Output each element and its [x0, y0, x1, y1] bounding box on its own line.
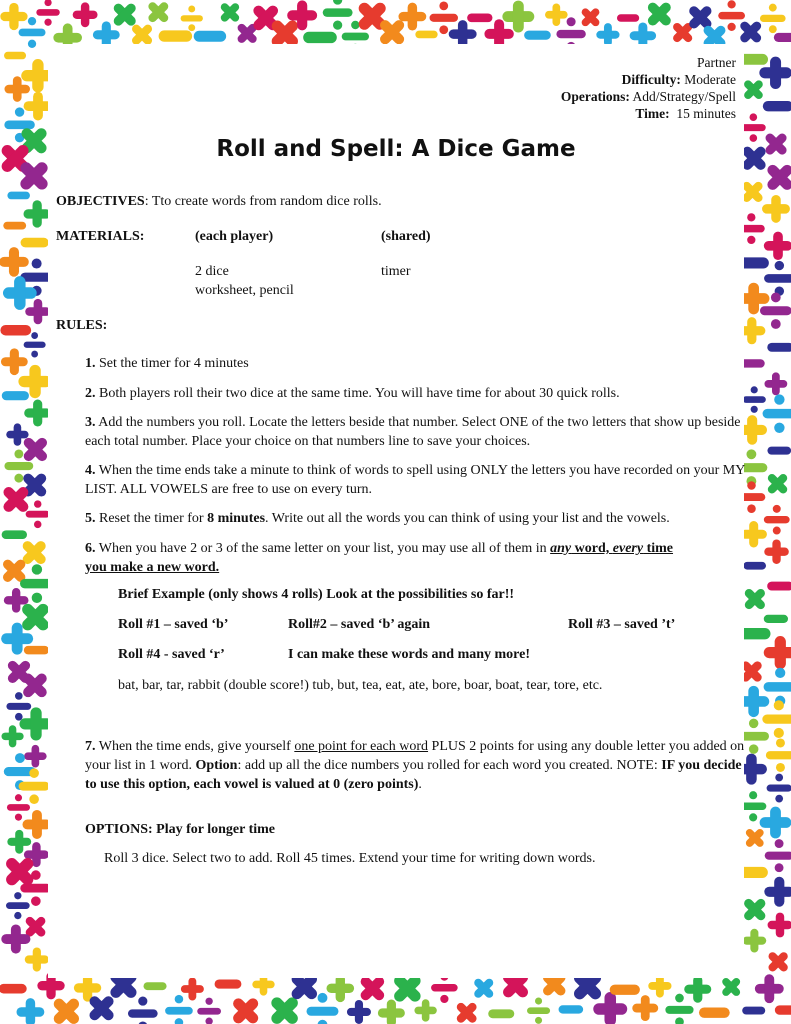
divide-symbol — [323, 0, 353, 30]
rule-7: 7. When the time ends, give yourself one point for each word PLUS 2 points for using any double letter you added on your list in 1 word. Option: add up all the dice numbers you rolled for each word you created. NOTE: IF you decide to use this option, each vowel is valued at 0 (zero points). — [85, 739, 745, 792]
worksheet-page — [48, 44, 744, 978]
divide-symbol — [6, 892, 30, 919]
divide-symbol — [760, 4, 786, 33]
materials-each-header: (each player) — [195, 229, 274, 244]
rule-1: 1. Set the timer for 4 minutes — [85, 356, 249, 371]
plus-symbol — [545, 3, 568, 26]
divide-symbol — [665, 994, 693, 1024]
header-partner: Partner — [697, 55, 736, 70]
divide-symbol — [527, 997, 550, 1023]
example-roll-3: Roll #3 – saved ’t’ — [568, 617, 676, 632]
minus-symbol — [524, 31, 551, 40]
plus-symbol — [414, 999, 436, 1021]
minus-symbol — [743, 562, 766, 570]
materials-shared-header: (shared) — [381, 229, 431, 244]
minus-symbol — [763, 101, 791, 111]
minus-symbol — [303, 32, 337, 43]
times-symbol — [575, 2, 606, 33]
difficulty-value: Moderate — [684, 72, 736, 87]
plus-symbol — [764, 877, 791, 907]
plus-symbol — [378, 999, 405, 1024]
plus-symbol — [502, 1, 534, 33]
rules-label: RULES: — [56, 318, 108, 333]
material-item: worksheet, pencil — [195, 283, 294, 298]
plus-symbol — [25, 947, 49, 971]
plus-symbol — [24, 200, 51, 227]
plus-symbol — [764, 636, 791, 669]
options-text: Roll 3 dice. Select two to add. Roll 45 times. Extend your time for writing down words. — [104, 851, 596, 866]
example-heading: Brief Example (only shows 4 rolls) Look at the possibilities so far!! — [118, 587, 515, 602]
minus-symbol — [467, 13, 492, 22]
divide-symbol — [741, 113, 766, 141]
plus-symbol — [760, 807, 791, 839]
times-symbol — [761, 467, 791, 501]
rule-3: 3. Add the numbers you roll. Locate the letters beside that number. Select ONE of the two letters that show up beside each total number. Place your choice on that numbers line to save your choices. — [85, 415, 741, 449]
materials-label: MATERIALS: — [56, 229, 145, 244]
rule-5: 5. Reset the timer for 8 minutes. Write out all the words you can think of using your list and the vowels. — [85, 511, 670, 526]
plus-symbol — [764, 539, 789, 564]
plus-symbol — [24, 745, 47, 768]
divide-symbol — [7, 794, 30, 821]
minus-symbol — [2, 391, 29, 400]
plus-symbol — [764, 372, 787, 395]
minus-symbol — [24, 646, 49, 655]
divide-symbol — [764, 261, 791, 296]
operations-label: Operations: — [560, 89, 630, 104]
rule-4: 4. When the time ends take a minute to think of words to spell using ONLY the letters you have recorded on your MY LIST. ALL VOWELS are free to use on every turn. — [85, 463, 745, 497]
minus-symbol — [559, 1005, 584, 1013]
divide-symbol — [767, 774, 791, 803]
objectives-text: : Tto create words from random dice rolls. — [144, 194, 382, 209]
divide-symbol — [24, 332, 46, 357]
divide-symbol — [19, 17, 46, 48]
plus-symbol — [181, 977, 204, 1000]
plus-symbol — [743, 929, 767, 953]
minus-symbol — [4, 52, 26, 59]
material-item: 2 dice — [195, 264, 229, 279]
minus-symbol — [0, 325, 31, 335]
header-info — [561, 54, 736, 122]
plus-symbol — [596, 23, 619, 46]
divide-symbol — [763, 394, 791, 433]
times-symbol — [758, 126, 791, 163]
plus-symbol — [632, 995, 658, 1021]
plus-symbol — [1, 348, 28, 375]
times-symbol — [761, 945, 791, 979]
options-heading: OPTIONS: Play for longer time — [85, 822, 276, 837]
plus-symbol — [764, 232, 791, 260]
minus-symbol — [767, 582, 791, 591]
time-value: 15 minutes — [676, 106, 736, 121]
material-item-shared: timer — [381, 264, 411, 279]
plus-symbol — [762, 195, 790, 223]
divide-symbol — [766, 738, 791, 771]
plus-symbol — [755, 974, 784, 1003]
plus-symbol — [684, 976, 711, 1003]
difficulty-label: Difficulty: — [621, 72, 681, 87]
plus-symbol — [0, 247, 29, 277]
plus-symbol — [0, 3, 27, 30]
rule-6: 6. When you have 2 or 3 of the same letter on your list, you may use all of them in any word, every time you make a new word. — [85, 541, 674, 575]
divide-symbol — [764, 505, 790, 535]
plus-symbol — [25, 299, 50, 324]
operations-value: Add/Strategy/Spell — [632, 89, 736, 104]
divide-symbol — [181, 6, 203, 32]
divide-symbol — [765, 839, 791, 872]
divide-symbol — [165, 995, 193, 1024]
plus-symbol — [347, 1000, 371, 1024]
plus-symbol — [16, 998, 44, 1024]
objectives-label: OBJECTIVES — [56, 194, 145, 209]
divide-symbol — [26, 500, 50, 528]
objectives — [56, 194, 382, 210]
minus-symbol — [767, 343, 791, 352]
minus-symbol — [194, 31, 226, 42]
divide-symbol — [36, 0, 59, 26]
minus-symbol — [742, 1007, 765, 1015]
times-symbol — [449, 995, 484, 1024]
minus-symbol — [617, 14, 639, 22]
example-roll-1: Roll #1 – saved ‘b’ — [118, 617, 229, 632]
divide-symbol — [197, 998, 221, 1024]
minus-symbol — [215, 979, 242, 988]
page-title: Roll and Spell: A Dice Game — [216, 136, 576, 162]
minus-symbol — [699, 1007, 730, 1017]
minus-symbol — [21, 238, 49, 248]
plus-symbol — [1, 725, 23, 747]
divide-symbol — [430, 1, 458, 34]
minus-symbol — [488, 1009, 514, 1018]
time-label: Time: — [635, 106, 670, 121]
example-can-make: I can make these words and many more! — [288, 647, 531, 662]
rule-2: 2. Both players roll their two dice at the same time. You will have time for about 30 quick rolls. — [85, 386, 620, 401]
example-roll-2: Roll#2 – saved ‘b’ again — [288, 617, 431, 632]
minus-symbol — [764, 615, 788, 623]
plus-symbol — [326, 975, 354, 1003]
minus-symbol — [415, 31, 437, 39]
minus-symbol — [144, 982, 167, 990]
plus-symbol — [7, 830, 31, 854]
minus-symbol — [7, 192, 30, 200]
minus-symbol — [774, 33, 791, 42]
minus-symbol — [767, 447, 791, 455]
minus-symbol — [775, 1005, 791, 1014]
example-roll-4: Roll #4 - saved ‘r’ — [118, 647, 225, 662]
minus-symbol — [2, 530, 27, 539]
plus-symbol — [768, 913, 791, 938]
plus-symbol — [73, 2, 98, 27]
minus-symbol — [0, 984, 27, 994]
minus-symbol — [610, 985, 640, 995]
plus-symbol — [1, 924, 30, 953]
minus-symbol — [3, 222, 26, 230]
minus-symbol — [159, 30, 192, 41]
divide-symbol — [128, 997, 158, 1024]
example-words: bat, bar, tar, rabbit (double score!) tub, but, tea, eat, ate, bore, boar, boat, tear, tore, etc. — [118, 678, 603, 693]
divide-symbol — [743, 386, 766, 413]
